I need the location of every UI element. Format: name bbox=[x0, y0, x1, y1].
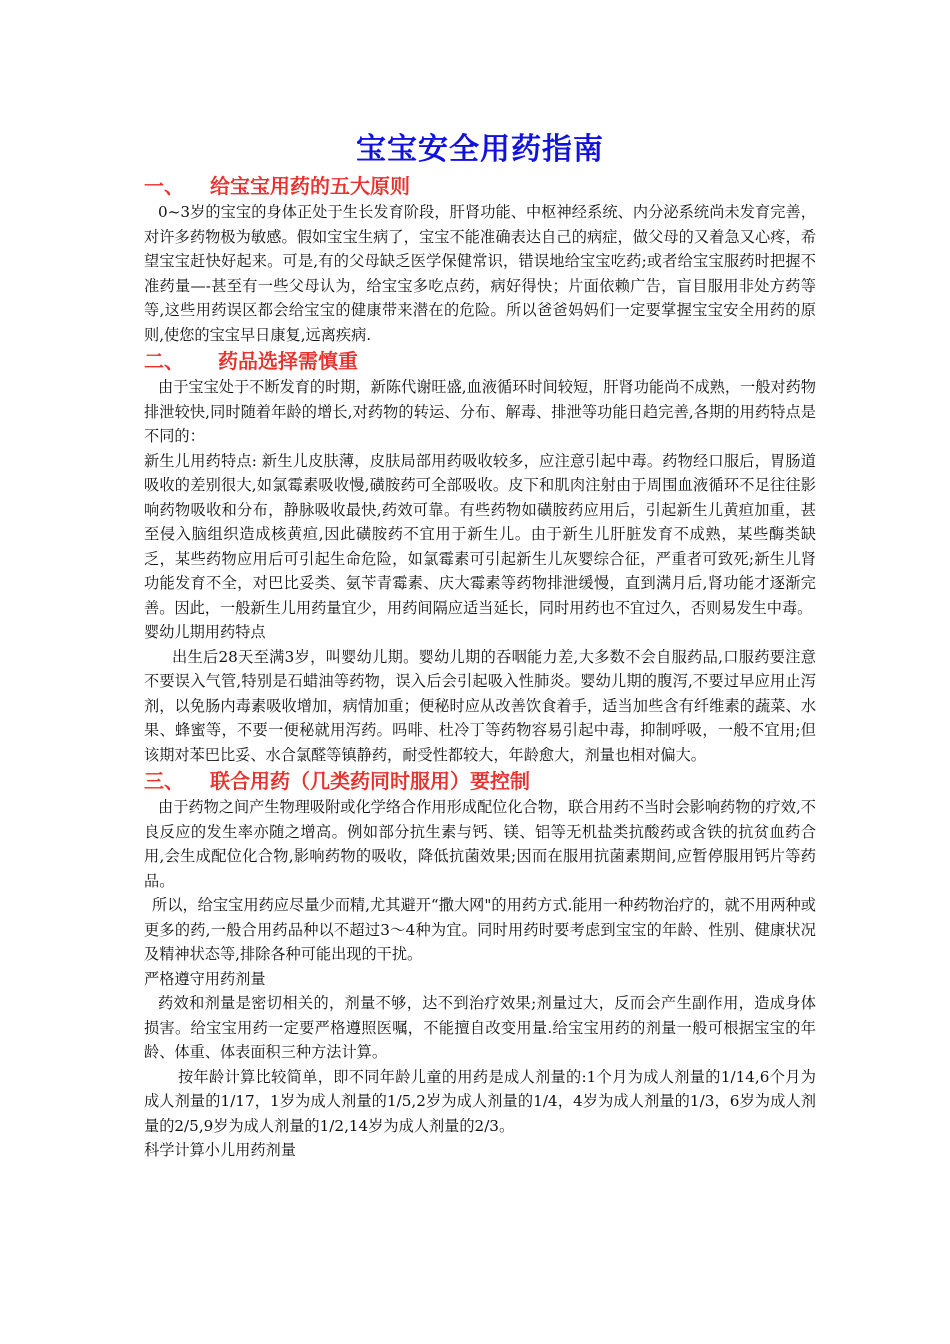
section-number: 一、 bbox=[144, 174, 184, 198]
paragraph: 0~3岁的宝宝的身体正处于生长发育阶段，肝肾功能、中枢神经系统、内分泌系统尚未发育完善，对许多药物极为敏感。假如宝宝生病了，宝宝不能准确表达自己的病症，做父母的又着急又心疼，希望宝宝赶快好起来。可是,有的父母缺乏医学保健常识，错误地给宝宝吃药;或者给宝宝服药时把握不准药量—-甚至有一些父母认为，给宝宝多吃点药，病好得快；片面依赖广告，盲目服用非处方药等等,这些用药误区都会给宝宝的健康带来潜在的危险。所以爸爸妈妈们一定要掌握宝宝安全用药的原则,使您的宝宝早日康复,远离疾病. bbox=[144, 203, 816, 344]
section-number: 二、 bbox=[144, 349, 184, 373]
section-heading bbox=[144, 347, 816, 375]
section-heading bbox=[144, 767, 816, 795]
paragraph: 出生后28天至满3岁，叫婴幼儿期。婴幼儿期的吞咽能力差,大多数不会自服药品,口服药要注意不要误入气管,特别是石蜡油等药物，误入后会引起吸入性肺炎。婴幼儿期的腹泻,不要过早应用止泻剂，以免肠内毒素吸收增加，病情加重；便秘时应从改善饮食着手，适当加些含有纤维素的蔬菜、水果、蜂蜜等，不要一便秘就用泻药。吗啡、杜冷丁等药物容易引起中毒，抑制呼吸，一般不宜用;但该期对苯巴比妥、水合氯醛等镇静药，耐受性都较大，年龄愈大，剂量也相对偏大。 bbox=[144, 647, 816, 764]
paragraph: 药效和剂量是密切相关的，剂量不够，达不到治疗效果;剂量过大，反而会产生副作用，造成身体损害。给宝宝用药一定要严格遵照医嘱，不能擅自改变用量.给宝宝用药的剂量一般可根据宝宝的年龄、体重、体表面积三种方法计算。 bbox=[144, 994, 816, 1061]
paragraph: 由于宝宝处于不断发育的时期，新陈代谢旺盛,血液循环时间较短，肝肾功能尚不成熟，一般对药物排泄较快,同时随着年龄的增长,对药物的转运、分布、解毒、排泄等功能日趋完善,各期的用药特点是不同的： bbox=[144, 378, 816, 445]
section-number: 三、 bbox=[144, 769, 184, 793]
section-heading bbox=[144, 172, 816, 200]
section-title: 给宝宝用药的五大原则 bbox=[210, 174, 410, 198]
document-page bbox=[144, 128, 816, 1163]
paragraph: 由于药物之间产生物理吸附或化学络合作用形成配位化合物，联合用药不当时会影响药物的疗效,不良反应的发生率亦随之增高。例如部分抗生素与钙、镁、铝等无机盐类抗酸药或含铁的抗贫血药合用,会生成配位化合物,影响药物的吸收，降低抗菌效果;因而在服用抗菌素期间,应暂停服用钙片等药品。 bbox=[144, 798, 816, 890]
subheading: 科学计算小儿用药剂量 bbox=[144, 1141, 296, 1159]
subheading: 严格遵守用药剂量 bbox=[144, 969, 266, 988]
subheading: 婴幼儿期用药特点 bbox=[144, 623, 266, 641]
paragraph: 所以，给宝宝用药应尽量少而精,尤其避开“撒大网"的用药方式.能用一种药物治疗的，就不用两种或更多的药,一般合用药品种以不超过3～4种为宜。同时用药时要考虑到宝宝的年龄、性别、健康状况及精神状态等,排除各种可能出现的干扰。 bbox=[144, 896, 816, 963]
paragraph: 按年龄计算比较简单，即不同年龄儿童的用药是成人剂量的:1个月为成人剂量的1/14,6个月为成人剂量的1/17，1岁为成人剂量的1/5,2岁为成人剂量的1/4，4岁为成人剂量的1/3，6岁为成人剂量的2/5,9岁为成人剂量的1/2,14岁为成人剂量的2/3。 bbox=[144, 1067, 816, 1135]
paragraph: 新生儿用药特点: 新生儿皮肤薄，皮肤局部用药吸收较多，应注意引起中毒。药物经口服后，胃肠道吸收的差别很大,如氯霉素吸收慢,磺胺药可全部吸收。皮下和肌肉注射由于周围血液循环不足往往影响药物吸收和分布，静脉吸收最快,药效可靠。有些药物如磺胺药应用后，引起新生儿黄疸加重，甚至侵入脑组织造成核黄疸,因此磺胺药不宜用于新生儿。由于新生儿肝脏发育不成熟，某些酶类缺乏，某些药物应用后可引起生命危险，如氯霉素可引起新生儿灰婴综合征，严重者可致死;新生儿肾功能发育不全，对巴比妥类、氨苄青霉素、庆大霉素等药物排泄缓慢，直到满月后,肾功能才逐渐完善。因此，一般新生儿用药量宜少，用药间隔应适当延长，同时用药也不宜过久，否则易发生中毒。 bbox=[144, 451, 816, 617]
section-title: 联合用药（几类药同时服用）要控制 bbox=[210, 769, 530, 793]
document-title: 宝宝安全用药指南 bbox=[356, 132, 604, 167]
section-title: 药品选择需慎重 bbox=[218, 349, 358, 373]
